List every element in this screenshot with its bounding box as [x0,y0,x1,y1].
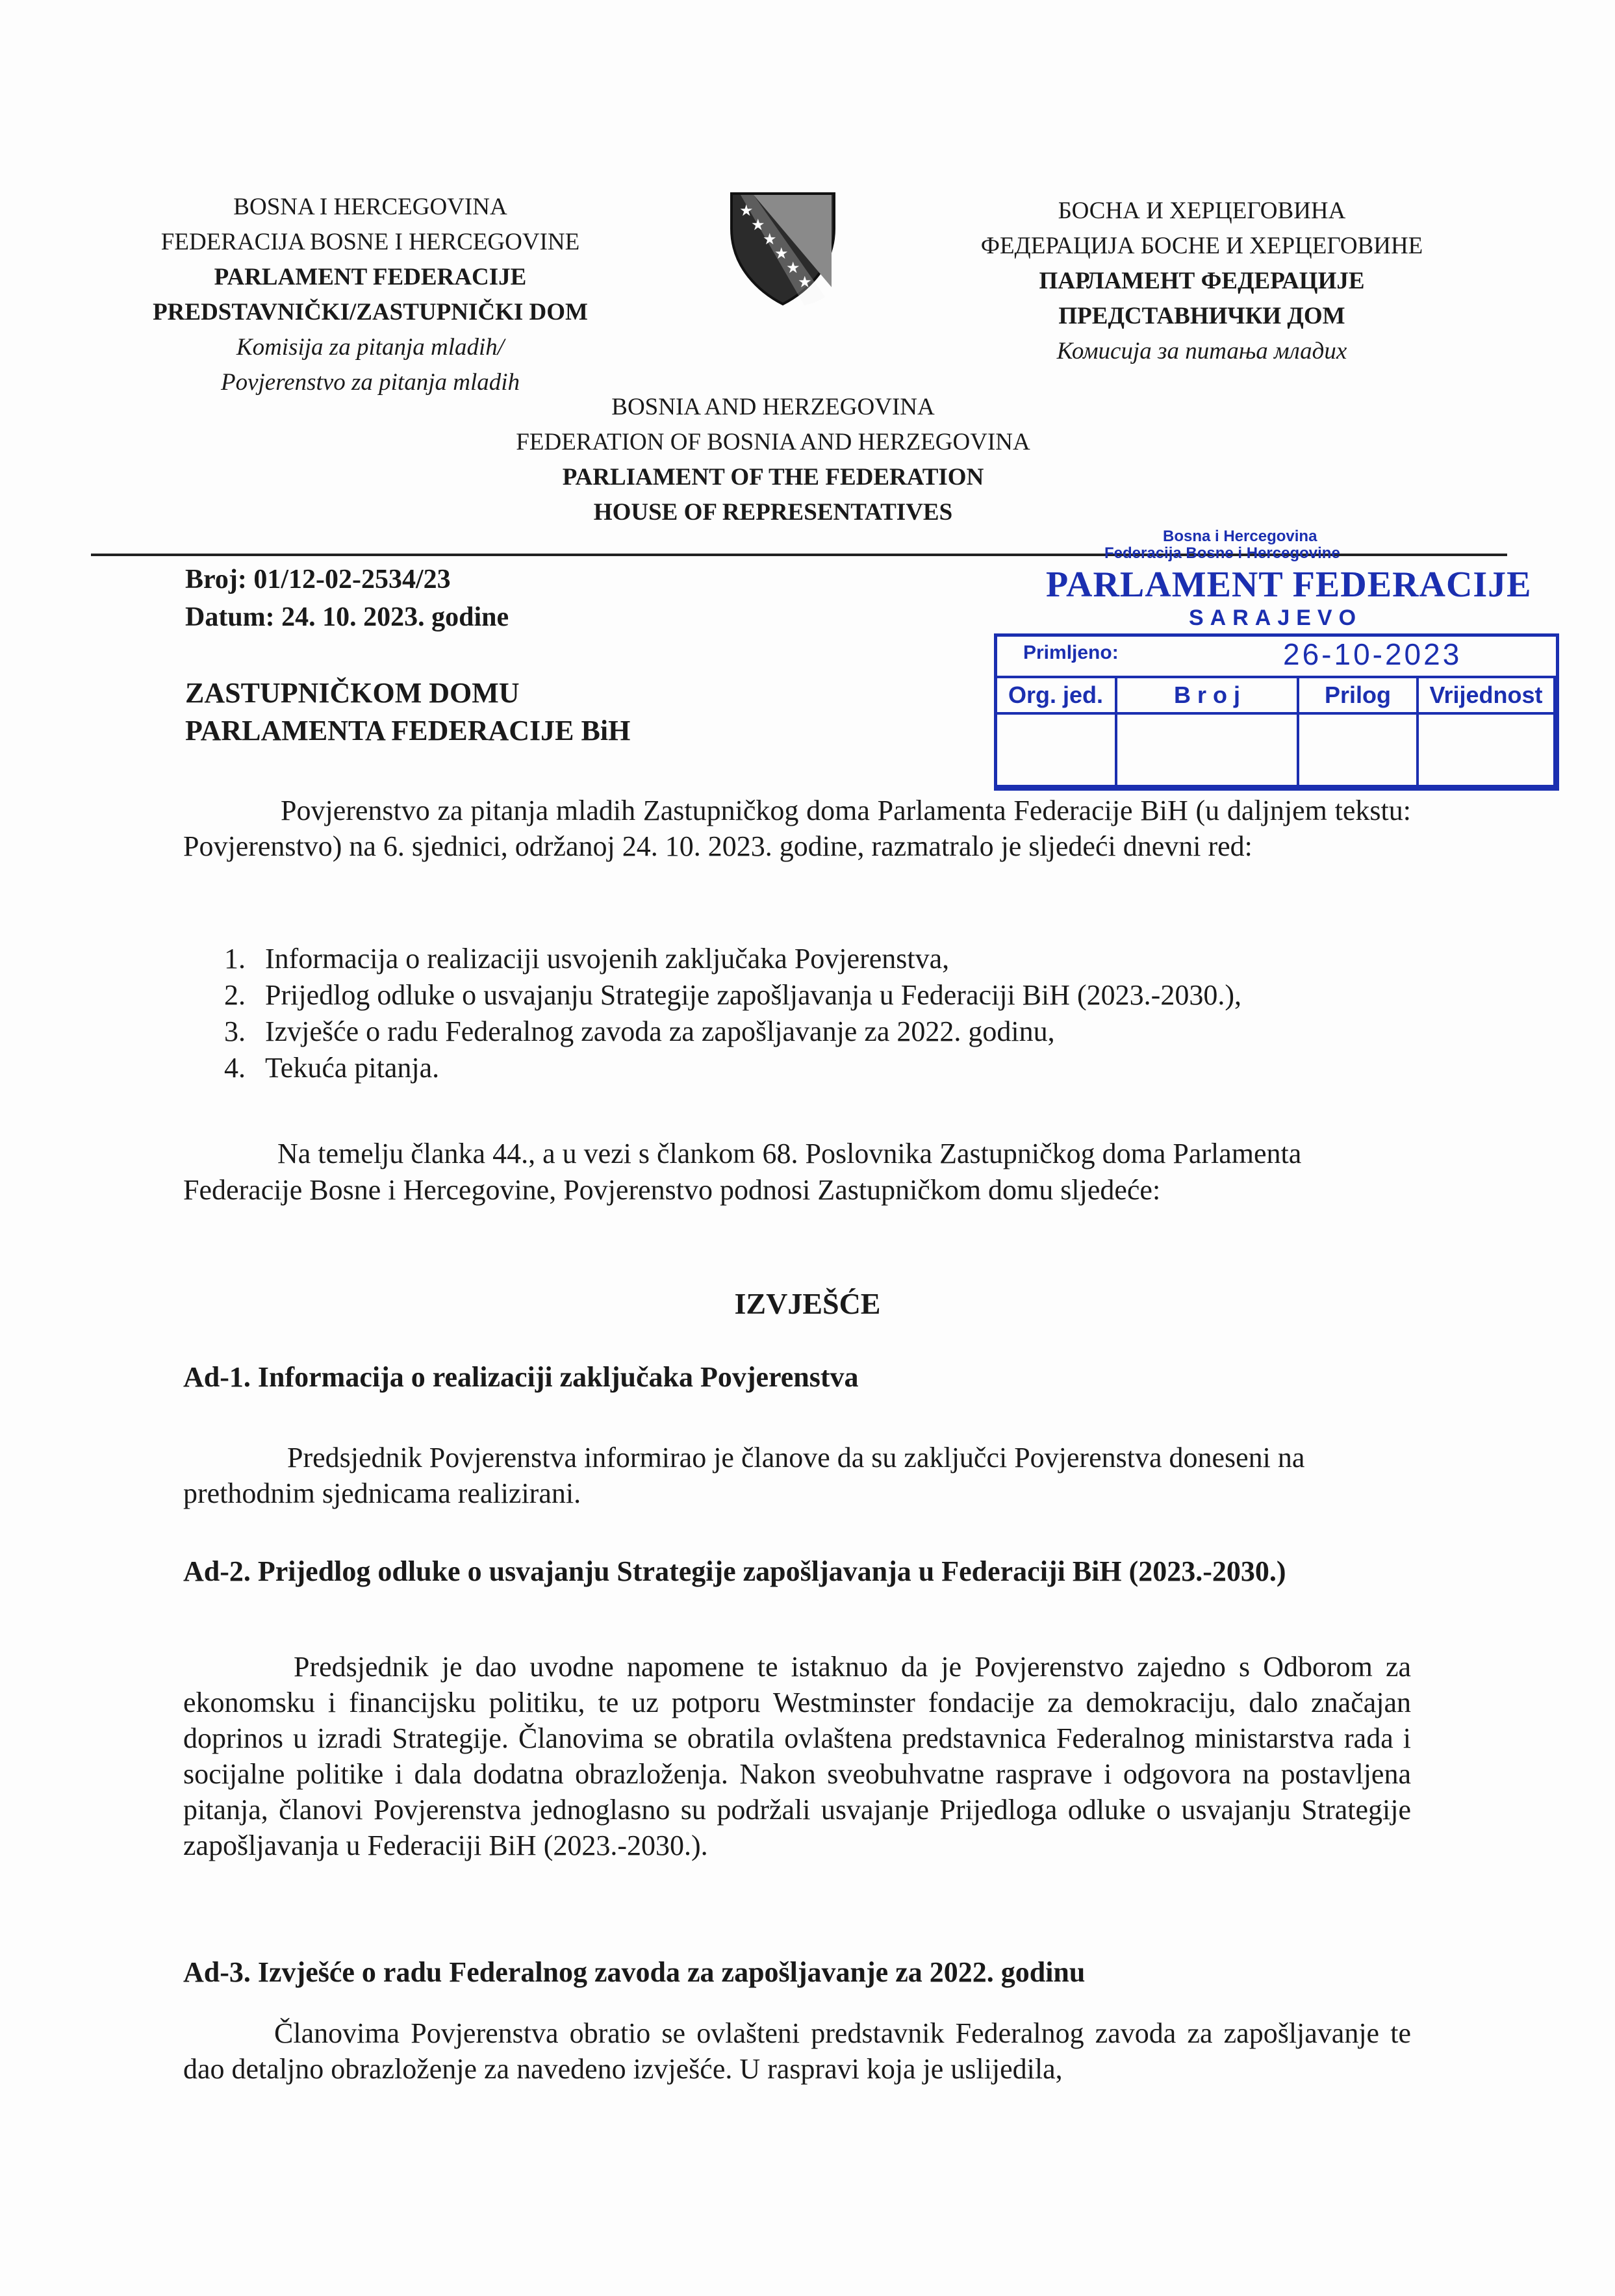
stamp-cell-empty-1 [994,712,1117,787]
agenda-list [201,941,1436,1086]
agenda-item [201,977,1436,1014]
agenda-item-text: Prijedlog odluke o usvajanju Strategije zapošljavanja u Federaciji BiH (2023.-2030.), [265,979,1241,1011]
agenda-item [201,1014,1436,1050]
stamp-col-attachment: Prilog [1297,676,1419,715]
header-left-parliament: PARLAMENT FEDERACIJE [214,264,527,290]
stamp-received-date: 26-10-2023 [1283,637,1462,671]
svg-text:★: ★ [774,244,789,262]
header-right [935,194,1468,369]
svg-text:★: ★ [798,273,812,291]
recipient-line-2: PARLAMENTA FEDERACIJE BiH [185,715,631,746]
recipient-line-1: ZASTUPNIČKOM DOMU [185,677,520,709]
header-left-country: BOSNA I HERCEGOVINA [233,194,507,220]
header-center-country: BOSNIA AND HERZEGOVINA [611,394,935,420]
stamp-federation: Federacija Bosne i Hercegovine [1104,544,1340,562]
report-title: IZVJEŠĆE [734,1287,881,1320]
agenda-item [201,941,1436,977]
header-center-federation: FEDERATION OF BOSNIA AND HERZEGOVINA [516,429,1030,455]
agenda-item-number: 2. [224,979,246,1011]
header-center-parliament: PARLIAMENT OF THE FEDERATION [562,464,984,491]
agenda-item-text: Tekuća pitanja. [265,1052,440,1084]
svg-text:★: ★ [763,230,777,248]
agenda-item-text: Informacija o realizaciji usvojenih zaključaka Povjerenstva, [265,943,950,975]
section-3-heading: Ad-3. Izvješće o radu Federalnog zavoda za zapošljavanje za 2022. godinu [183,1956,1086,1988]
header-left-committee-1: Komisija za pitanja mladih/ [236,334,505,361]
header-right-country: БОСНА И ХЕРЦЕГОВИНА [1058,198,1346,224]
coat-of-arms-icon [728,190,838,307]
section-1-text: Predsjednik Povjerenstva informirao je članove da su zaključci Povjerenstva doneseni na prethodnim sjednicama realizirani. [183,1442,1305,1509]
section-3-text: Članovima Povjerenstva obratio se ovlašteni predstavnik Federalnog zavoda za zapošljavanje te dao detaljno obrazloženje za navedeno izvješće. U raspravi koja je uslijedila, [183,2017,1411,2085]
header-center-house: HOUSE OF REPRESENTATIVES [593,499,953,526]
agenda-item-number: 3. [224,1015,246,1047]
agenda-item [201,1050,1436,1086]
header-right-committee: Комисија за питања младих [1056,338,1347,364]
stamp-cell-empty-4 [1416,712,1556,787]
document-date: Datum: 24. 10. 2023. godine [185,602,509,632]
stamp-col-org: Org. jed. [994,676,1117,715]
section-1-heading: Ad-1. Informacija o realizaciji zaključaka Povjerenstva [183,1361,859,1393]
header-right-house: ПРЕДСТАВНИЧКИ ДОМ [1058,303,1345,329]
svg-text:★: ★ [739,201,754,220]
stamp-city: SARAJEVO [1189,606,1363,630]
recipient [185,674,630,750]
stamp-country: Bosna i Hercegovina [1163,528,1317,545]
header-right-federation: ФЕДЕРАЦИЈА БОСНЕ И ХЕРЦЕГОВИНЕ [980,233,1423,259]
header-left-house: PREDSTAVNIČKI/ZASTUPNIČKI DOM [153,299,588,325]
stamp-received-label: Primljeno: [1023,642,1119,663]
basis-paragraph: Na temelju članka 44., a u vezi s člankom 68. Poslovnika Zastupničkog doma Parlamenta Federacije Bosne i Hercegovine, Povjerenstvo podnosi Zastupničkom domu sljedeće: [183,1138,1302,1206]
stamp-grid [994,633,1559,791]
stamp-title: PARLAMENT FEDERACIJE [1046,565,1532,605]
header-right-parliament: ПАРЛАМЕНТ ФЕДЕРАЦИЈЕ [1039,268,1365,294]
receipt-stamp [987,528,1559,794]
section-2-heading: Ad-2. Prijedlog odluke o usvajanju Strategije zapošljavanja u Federaciji BiH (2023.-2030.) [183,1555,1286,1587]
stamp-col-value: Vrijednost [1416,676,1556,715]
agenda-item-text: Izvješće o radu Federalnog zavoda za zapošljavanje za 2022. godinu, [265,1015,1055,1047]
header-left-committee-2: Povjerenstvo za pitanja mladih [220,369,520,396]
intro-paragraph: Povjerenstvo za pitanja mladih Zastupničkog doma Parlamenta Federacije BiH (u daljnjem tekstu: Povjerenstvo) na 6. sjednici, održanoj 24. 10. 2023. godine, razmatralo je sljedeći dnevni red: [183,795,1411,862]
agenda-item-number: 1. [224,943,246,975]
svg-text:★: ★ [751,216,765,234]
stamp-cell-empty-2 [1115,712,1299,787]
svg-text:★: ★ [786,259,800,277]
agenda-item-number: 4. [224,1052,246,1084]
header-left-federation: FEDERACIJA BOSNE I HERCEGOVINE [160,229,580,255]
stamp-cell-empty-3 [1297,712,1419,787]
stamp-col-number: B r o j [1115,676,1299,715]
reference-number: Broj: 01/12-02-2534/23 [185,565,451,594]
section-2-text: Predsjednik je dao uvodne napomene te istaknuo da je Povjerenstvo zajedno s Odborom za ekonomsku i financijsku politiku, te uz potporu Westminster fondacije za demokraciju, dalo značajan doprinos u izradi Strategije. Članovima se obratila ovlaštena predstavnica Federalnog ministarstva rada i socijalne politike i dala dodatna obrazloženja. Nakon sveobuhvatne rasprave i odgovora na postavljena pitanja, članovi Povjerenstva jednoglasno su podržali usvajanje Prijedloga odluke o usvajanju Strategije zapošljavanja u Federaciji BiH (2023.-2030.). [183,1651,1411,1861]
header-left [117,190,624,400]
header-center [448,390,1098,530]
